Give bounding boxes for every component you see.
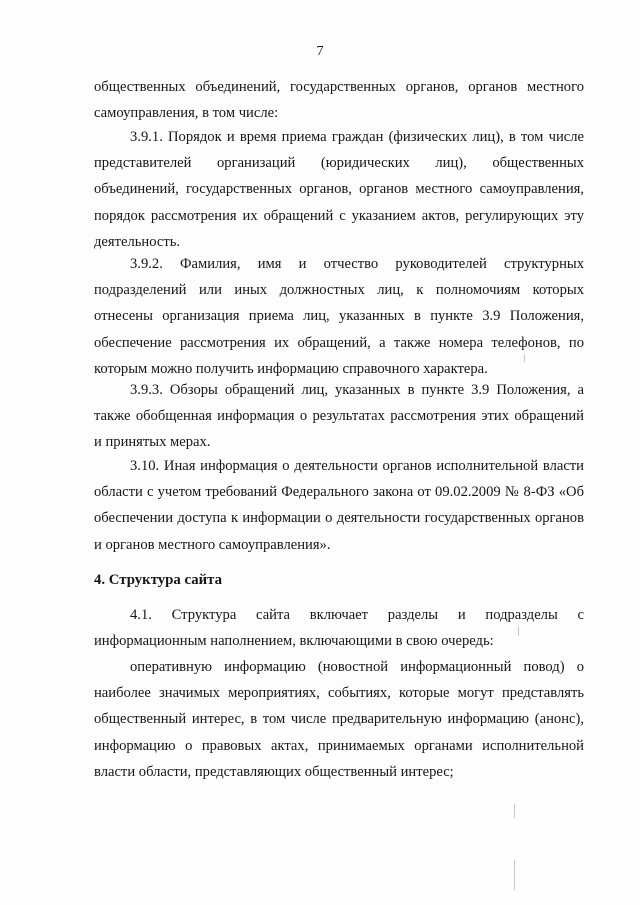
text-line: и органов местного самоуправления». [94, 536, 331, 553]
text-line: общественных объединений, государственных органов, органов местного [94, 79, 584, 95]
text-line: подразделений или иных должностных лиц, к полномочиям которых [94, 282, 584, 299]
text-line: самоуправления, в том числе: [94, 105, 279, 122]
text-line: власти области, представляющих общественный интерес; [94, 763, 454, 780]
scan-speck [514, 804, 515, 818]
text-line: оперативную информацию (новостной информационный повод) о [130, 659, 584, 675]
section-heading: 4. Структура сайта [94, 572, 223, 588]
text-line: порядок рассмотрения их обращений с указанием актов, регулирующих эту [94, 207, 584, 224]
paragraph-4-1 [94, 602, 584, 654]
text-line: обеспечение рассмотрения их обращений, а также номера телефонов, по [94, 334, 584, 351]
paragraph-3-9-1 [94, 124, 584, 255]
text-line: 3.10. Иная информация о деятельности органов исполнительной власти [130, 458, 584, 474]
text-line: и принятых мерах. [94, 434, 211, 451]
text-line: общественный интерес, в том числе предварительную информацию (анонс), [94, 711, 584, 728]
scan-speck [524, 354, 525, 362]
scan-speck [514, 860, 515, 890]
page-number: 7 [316, 44, 324, 59]
text-line: представителей организаций (юридических лиц), общественных [94, 155, 584, 172]
text-line: деятельность. [94, 233, 181, 250]
text-line: обеспечении доступа к информации о деятельности государственных органов [94, 510, 584, 527]
text-line: информационным наполнением, включающими в свою очередь: [94, 633, 494, 650]
text-line: объединений, государственных органов, органов местного самоуправления, [94, 181, 584, 198]
text-line: которым можно получить информацию справочного характера. [94, 360, 488, 377]
scan-speck [518, 626, 519, 636]
paragraph-3-10 [94, 453, 584, 558]
paragraph-intro [94, 74, 584, 126]
text-line: отнесены организация приема лиц, указанных в пункте 3.9 Положения, [94, 308, 584, 325]
paragraph-operative-info [94, 654, 584, 785]
text-line: также обобщенная информация о результатах рассмотрения этих обращений [94, 408, 584, 425]
text-line: 3.9.2. Фамилия, имя и отчество руководителей структурных [130, 256, 584, 272]
text-line: информацию о правовых актах, принимаемых органами исполнительной [94, 737, 584, 754]
text-line: 3.9.3. Обзоры обращений лиц, указанных в пункте 3.9 Положения, а [130, 382, 584, 398]
text-line: 3.9.1. Порядок и время приема граждан (физических лиц), в том числе [130, 129, 584, 145]
paragraph-3-9-2 [94, 251, 584, 382]
text-line: 4.1. Структура сайта включает разделы и подразделы с [130, 607, 584, 623]
text-line: наиболее значимых мероприятиях, событиях, которые могут представлять [94, 685, 584, 702]
text-line: области с учетом требований Федерального закона от 09.02.2009 № 8-ФЗ «Об [94, 484, 584, 501]
paragraph-3-9-3 [94, 377, 584, 456]
